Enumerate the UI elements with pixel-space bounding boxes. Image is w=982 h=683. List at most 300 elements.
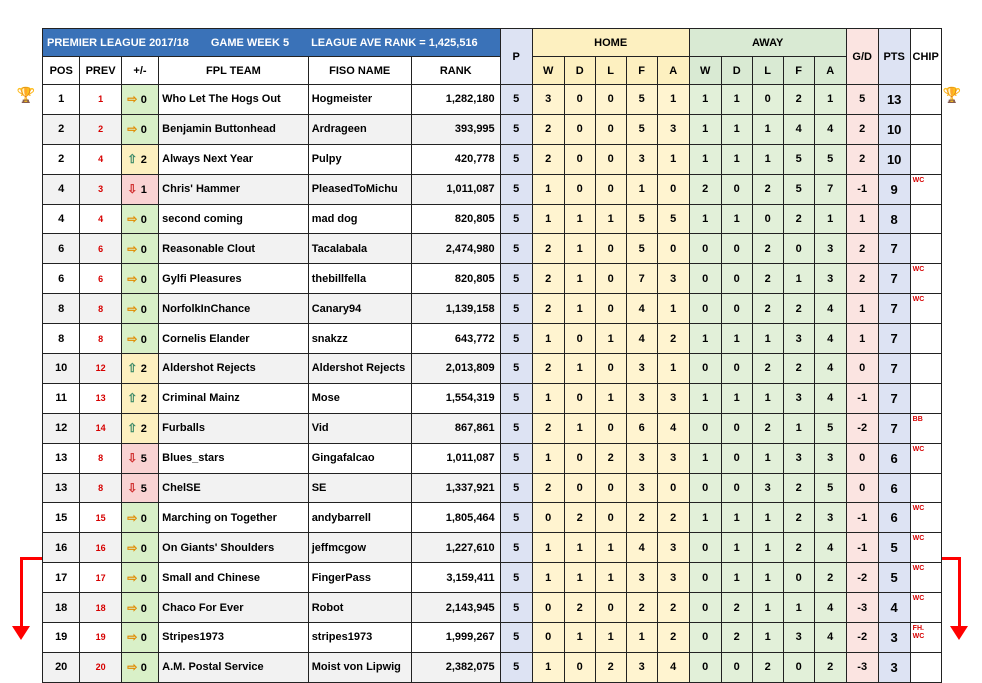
away-wins-cell: 1 xyxy=(689,85,721,115)
previous-position-cell: 3 xyxy=(80,174,121,204)
home-against-cell: 0 xyxy=(657,174,689,204)
away-draws-cell: 0 xyxy=(721,652,752,682)
home-wins-cell: 2 xyxy=(532,473,564,503)
position-cell: 6 xyxy=(43,264,80,294)
team-name-cell: Chaco For Ever xyxy=(159,593,309,623)
chip-cell: BB xyxy=(910,413,941,443)
chip-cell xyxy=(910,114,941,144)
previous-position-cell: 14 xyxy=(80,413,121,443)
away-losses-cell: 1 xyxy=(752,443,783,473)
chip-cell: WC xyxy=(910,443,941,473)
home-draws-cell: 0 xyxy=(564,174,595,204)
chip-cell xyxy=(910,473,941,503)
fiso-name-cell: PleasedToMichu xyxy=(308,174,411,204)
away-for-cell: 5 xyxy=(783,174,814,204)
right-arrow-icon: ⇨ xyxy=(127,540,138,555)
movement-cell xyxy=(121,174,158,204)
movement-value: 0 xyxy=(140,512,147,525)
home-losses-cell: 0 xyxy=(595,593,626,623)
movement-cell xyxy=(121,264,158,294)
away-against-cell: 3 xyxy=(814,264,846,294)
away-wins-cell: 0 xyxy=(689,563,721,593)
position-cell: 6 xyxy=(43,234,80,264)
home-wins-cell: 2 xyxy=(532,413,564,443)
home-against-cell: 0 xyxy=(657,473,689,503)
movement-value: 0 xyxy=(140,662,147,675)
fiso-name-cell: Gingafalcao xyxy=(308,443,411,473)
movement-value: 0 xyxy=(140,243,147,256)
away-losses-cell: 1 xyxy=(752,144,783,174)
previous-position-cell: 4 xyxy=(80,204,121,234)
away-wins-cell: 1 xyxy=(689,443,721,473)
away-against-cell: 3 xyxy=(814,503,846,533)
position-cell: 16 xyxy=(43,533,80,563)
home-draws-cell: 0 xyxy=(564,443,595,473)
away-draws-cell: 2 xyxy=(721,593,752,623)
home-for-cell: 4 xyxy=(626,294,657,324)
team-name-cell: Furballs xyxy=(159,413,309,443)
movement-value: 0 xyxy=(140,94,147,107)
played-cell: 5 xyxy=(500,473,532,503)
team-name-cell: Criminal Mainz xyxy=(159,383,309,413)
movement-cell xyxy=(121,473,158,503)
previous-position-cell: 8 xyxy=(80,443,121,473)
previous-position-cell: 20 xyxy=(80,652,121,682)
points-cell: 10 xyxy=(878,144,910,174)
up-arrow-icon: ⇧ xyxy=(127,152,138,167)
table-row xyxy=(43,204,942,234)
home-for-cell: 3 xyxy=(626,473,657,503)
home-losses-cell: 2 xyxy=(595,652,626,682)
home-losses-cell: 0 xyxy=(595,503,626,533)
away-for-cell: 0 xyxy=(783,563,814,593)
right-arrow-icon: ⇨ xyxy=(127,92,138,107)
away-losses-cell: 2 xyxy=(752,264,783,294)
home-against-cell: 2 xyxy=(657,324,689,354)
away-for-cell: 3 xyxy=(783,623,814,653)
position-header: POS xyxy=(43,57,80,85)
position-cell: 4 xyxy=(43,174,80,204)
goal-difference-cell: 5 xyxy=(846,85,878,115)
home-a-header: A xyxy=(657,57,689,85)
position-cell: 8 xyxy=(43,324,80,354)
away-losses-cell: 1 xyxy=(752,593,783,623)
home-draws-cell: 1 xyxy=(564,354,595,384)
movement-value: 2 xyxy=(140,154,147,167)
away-draws-cell: 0 xyxy=(721,413,752,443)
home-for-cell: 1 xyxy=(626,174,657,204)
played-header: P xyxy=(500,29,532,85)
trophy-icon-right: 🏆 xyxy=(942,87,962,104)
team-name-cell: Always Next Year xyxy=(159,144,309,174)
away-losses-cell: 2 xyxy=(752,234,783,264)
table-row xyxy=(43,443,942,473)
rank-cell: 3,159,411 xyxy=(411,563,500,593)
movement-cell xyxy=(121,563,158,593)
home-losses-cell: 1 xyxy=(595,623,626,653)
home-losses-cell: 1 xyxy=(595,324,626,354)
rank-cell: 1,282,180 xyxy=(411,85,500,115)
fiso-name-cell: Moist von Lipwig xyxy=(308,652,411,682)
movement-cell xyxy=(121,354,158,384)
away-against-cell: 4 xyxy=(814,324,846,354)
team-name-cell: Reasonable Clout xyxy=(159,234,309,264)
rank-cell: 2,143,945 xyxy=(411,593,500,623)
goal-difference-cell: 0 xyxy=(846,473,878,503)
table-row xyxy=(43,563,942,593)
away-f-header: F xyxy=(783,57,814,85)
away-d-header: D xyxy=(721,57,752,85)
home-losses-cell: 0 xyxy=(595,114,626,144)
fiso-name-header: FISO NAME xyxy=(308,57,411,85)
played-cell: 5 xyxy=(500,503,532,533)
played-cell: 5 xyxy=(500,204,532,234)
position-cell: 8 xyxy=(43,294,80,324)
home-d-header: D xyxy=(564,57,595,85)
points-cell: 6 xyxy=(878,503,910,533)
movement-cell xyxy=(121,533,158,563)
home-losses-cell: 0 xyxy=(595,473,626,503)
home-draws-cell: 0 xyxy=(564,473,595,503)
movement-value: 0 xyxy=(140,542,147,555)
chip-cell: WC xyxy=(910,563,941,593)
team-name-cell: Benjamin Buttonhead xyxy=(159,114,309,144)
home-draws-cell: 1 xyxy=(564,533,595,563)
right-arrow-icon: ⇨ xyxy=(127,570,138,585)
away-against-cell: 4 xyxy=(814,533,846,563)
home-wins-cell: 1 xyxy=(532,443,564,473)
away-draws-cell: 1 xyxy=(721,324,752,354)
away-losses-cell: 0 xyxy=(752,85,783,115)
away-for-cell: 3 xyxy=(783,383,814,413)
away-for-cell: 2 xyxy=(783,294,814,324)
home-draws-cell: 1 xyxy=(564,413,595,443)
gameweek-label: GAME WEEK 5 xyxy=(210,36,290,49)
movement-cell xyxy=(121,623,158,653)
away-wins-cell: 1 xyxy=(689,503,721,533)
away-for-cell: 2 xyxy=(783,503,814,533)
relegation-down-arrow-icon-right xyxy=(950,626,968,640)
movement-value: 2 xyxy=(140,423,147,436)
home-draws-cell: 1 xyxy=(564,563,595,593)
home-wins-cell: 1 xyxy=(532,533,564,563)
home-against-cell: 4 xyxy=(657,652,689,682)
previous-position-cell: 17 xyxy=(80,563,121,593)
chip-cell: WC xyxy=(910,593,941,623)
table-row xyxy=(43,85,942,115)
fiso-name-cell: FingerPass xyxy=(308,563,411,593)
away-draws-cell: 1 xyxy=(721,383,752,413)
home-draws-cell: 1 xyxy=(564,623,595,653)
rank-cell: 867,861 xyxy=(411,413,500,443)
team-name-cell: Aldershot Rejects xyxy=(159,354,309,384)
away-for-cell: 0 xyxy=(783,234,814,264)
goal-difference-cell: 1 xyxy=(846,294,878,324)
up-arrow-icon: ⇧ xyxy=(127,421,138,436)
trophy-icon-left: 🏆 xyxy=(16,87,36,104)
movement-cell xyxy=(121,652,158,682)
movement-value: 0 xyxy=(140,303,147,316)
home-against-cell: 3 xyxy=(657,443,689,473)
chip-cell xyxy=(910,144,941,174)
home-for-cell: 1 xyxy=(626,623,657,653)
fiso-name-cell: Mose xyxy=(308,383,411,413)
fiso-name-cell: Ardrageen xyxy=(308,114,411,144)
goal-difference-cell: -1 xyxy=(846,533,878,563)
league-table xyxy=(42,28,942,683)
previous-position-cell: 8 xyxy=(80,294,121,324)
home-draws-cell: 1 xyxy=(564,294,595,324)
position-cell: 2 xyxy=(43,114,80,144)
fpl-team-header: FPL TEAM xyxy=(159,57,309,85)
chip-cell: FH. WC xyxy=(910,623,941,653)
away-losses-cell: 2 xyxy=(752,294,783,324)
fiso-name-cell: Tacalabala xyxy=(308,234,411,264)
points-cell: 5 xyxy=(878,533,910,563)
away-against-cell: 5 xyxy=(814,144,846,174)
played-cell: 5 xyxy=(500,652,532,682)
home-losses-cell: 0 xyxy=(595,294,626,324)
points-cell: 7 xyxy=(878,383,910,413)
away-against-cell: 3 xyxy=(814,443,846,473)
home-against-cell: 4 xyxy=(657,413,689,443)
movement-value: 0 xyxy=(140,602,147,615)
away-l-header: L xyxy=(752,57,783,85)
home-draws-cell: 1 xyxy=(564,204,595,234)
rank-cell: 2,474,980 xyxy=(411,234,500,264)
home-losses-cell: 0 xyxy=(595,354,626,384)
rank-cell: 820,805 xyxy=(411,204,500,234)
position-cell: 4 xyxy=(43,204,80,234)
table-row xyxy=(43,413,942,443)
goal-difference-cell: -1 xyxy=(846,174,878,204)
position-cell: 18 xyxy=(43,593,80,623)
home-for-cell: 6 xyxy=(626,413,657,443)
away-draws-cell: 1 xyxy=(721,85,752,115)
fiso-name-cell: Pulpy xyxy=(308,144,411,174)
away-against-cell: 5 xyxy=(814,473,846,503)
away-draws-cell: 0 xyxy=(721,354,752,384)
away-for-cell: 3 xyxy=(783,443,814,473)
home-wins-cell: 2 xyxy=(532,144,564,174)
home-for-cell: 5 xyxy=(626,204,657,234)
home-draws-cell: 2 xyxy=(564,593,595,623)
home-losses-cell: 0 xyxy=(595,85,626,115)
home-for-cell: 3 xyxy=(626,563,657,593)
previous-position-cell: 12 xyxy=(80,354,121,384)
rank-cell: 1,011,087 xyxy=(411,443,500,473)
away-a-header: A xyxy=(814,57,846,85)
goal-difference-cell: 1 xyxy=(846,324,878,354)
away-wins-cell: 0 xyxy=(689,473,721,503)
down-arrow-icon: ⇩ xyxy=(127,451,138,466)
home-against-cell: 1 xyxy=(657,85,689,115)
home-against-cell: 1 xyxy=(657,144,689,174)
team-name-cell: Blues_stars xyxy=(159,443,309,473)
movement-cell xyxy=(121,503,158,533)
away-losses-cell: 1 xyxy=(752,623,783,653)
movement-value: 0 xyxy=(140,632,147,645)
league-average-rank: LEAGUE AVE RANK = 1,425,516 xyxy=(311,36,478,49)
away-losses-cell: 1 xyxy=(752,114,783,144)
away-wins-cell: 1 xyxy=(689,204,721,234)
movement-cell xyxy=(121,324,158,354)
played-cell: 5 xyxy=(500,114,532,144)
home-for-cell: 3 xyxy=(626,652,657,682)
table-row xyxy=(43,354,942,384)
away-draws-cell: 0 xyxy=(721,174,752,204)
table-row xyxy=(43,294,942,324)
home-for-cell: 5 xyxy=(626,114,657,144)
away-for-cell: 3 xyxy=(783,324,814,354)
away-wins-cell: 0 xyxy=(689,623,721,653)
right-arrow-icon: ⇨ xyxy=(127,600,138,615)
table-row xyxy=(43,623,942,653)
right-arrow-icon: ⇨ xyxy=(127,271,138,286)
played-cell: 5 xyxy=(500,354,532,384)
home-for-cell: 4 xyxy=(626,324,657,354)
goal-difference-cell: 2 xyxy=(846,144,878,174)
movement-cell xyxy=(121,383,158,413)
team-name-cell: On Giants' Shoulders xyxy=(159,533,309,563)
goal-difference-cell: -3 xyxy=(846,652,878,682)
team-name-cell: ChelSE xyxy=(159,473,309,503)
team-name-cell: Small and Chinese xyxy=(159,563,309,593)
team-name-cell: Who Let The Hogs Out xyxy=(159,85,309,115)
home-wins-cell: 3 xyxy=(532,85,564,115)
rank-cell: 1,139,158 xyxy=(411,294,500,324)
down-arrow-icon: ⇩ xyxy=(127,481,138,496)
away-draws-cell: 2 xyxy=(721,623,752,653)
position-cell: 17 xyxy=(43,563,80,593)
rank-cell: 1,999,267 xyxy=(411,623,500,653)
movement-value: 2 xyxy=(140,393,147,406)
away-draws-cell: 1 xyxy=(721,503,752,533)
away-header: AWAY xyxy=(689,29,846,57)
away-for-cell: 4 xyxy=(783,114,814,144)
movement-cell xyxy=(121,413,158,443)
away-draws-cell: 0 xyxy=(721,473,752,503)
home-draws-cell: 1 xyxy=(564,234,595,264)
goal-difference-cell: -1 xyxy=(846,383,878,413)
away-wins-cell: 0 xyxy=(689,652,721,682)
home-losses-cell: 1 xyxy=(595,563,626,593)
away-losses-cell: 1 xyxy=(752,533,783,563)
played-cell: 5 xyxy=(500,383,532,413)
home-for-cell: 3 xyxy=(626,443,657,473)
movement-cell xyxy=(121,144,158,174)
away-against-cell: 4 xyxy=(814,593,846,623)
team-name-cell: A.M. Postal Service xyxy=(159,652,309,682)
chip-cell xyxy=(910,324,941,354)
away-losses-cell: 1 xyxy=(752,383,783,413)
home-wins-cell: 1 xyxy=(532,204,564,234)
fiso-name-cell: thebillfella xyxy=(308,264,411,294)
chip-cell: WC xyxy=(910,294,941,324)
home-draws-cell: 0 xyxy=(564,85,595,115)
home-for-cell: 2 xyxy=(626,593,657,623)
team-name-cell: Cornelis Elander xyxy=(159,324,309,354)
home-losses-cell: 1 xyxy=(595,383,626,413)
played-cell: 5 xyxy=(500,593,532,623)
away-for-cell: 2 xyxy=(783,533,814,563)
home-draws-cell: 0 xyxy=(564,324,595,354)
away-against-cell: 2 xyxy=(814,652,846,682)
movement-header: +/- xyxy=(121,57,158,85)
movement-cell xyxy=(121,294,158,324)
away-against-cell: 1 xyxy=(814,85,846,115)
team-name-cell: Stripes1973 xyxy=(159,623,309,653)
chip-cell xyxy=(910,204,941,234)
home-against-cell: 5 xyxy=(657,204,689,234)
home-losses-cell: 1 xyxy=(595,204,626,234)
position-cell: 19 xyxy=(43,623,80,653)
right-arrow-icon: ⇨ xyxy=(127,510,138,525)
previous-position-cell: 6 xyxy=(80,264,121,294)
position-cell: 12 xyxy=(43,413,80,443)
goal-difference-cell: 0 xyxy=(846,354,878,384)
home-draws-cell: 0 xyxy=(564,652,595,682)
team-name-cell: Chris' Hammer xyxy=(159,174,309,204)
movement-value: 5 xyxy=(140,453,147,466)
home-for-cell: 7 xyxy=(626,264,657,294)
away-against-cell: 4 xyxy=(814,383,846,413)
home-for-cell: 5 xyxy=(626,85,657,115)
away-wins-cell: 2 xyxy=(689,174,721,204)
away-for-cell: 1 xyxy=(783,413,814,443)
played-cell: 5 xyxy=(500,174,532,204)
rank-cell: 1,227,610 xyxy=(411,533,500,563)
rank-cell: 2,013,809 xyxy=(411,354,500,384)
played-cell: 5 xyxy=(500,563,532,593)
relegation-bracket-left-top xyxy=(20,557,43,560)
chip-cell: WC xyxy=(910,264,941,294)
table-row xyxy=(43,234,942,264)
away-against-cell: 1 xyxy=(814,204,846,234)
played-cell: 5 xyxy=(500,623,532,653)
home-against-cell: 2 xyxy=(657,503,689,533)
points-cell: 6 xyxy=(878,473,910,503)
goal-difference-cell: -1 xyxy=(846,503,878,533)
table-row xyxy=(43,144,942,174)
rank-cell: 420,778 xyxy=(411,144,500,174)
played-cell: 5 xyxy=(500,443,532,473)
chip-cell: WC xyxy=(910,174,941,204)
fiso-name-cell: Robot xyxy=(308,593,411,623)
home-draws-cell: 0 xyxy=(564,144,595,174)
home-draws-cell: 0 xyxy=(564,114,595,144)
played-cell: 5 xyxy=(500,264,532,294)
position-cell: 13 xyxy=(43,443,80,473)
rank-cell: 393,995 xyxy=(411,114,500,144)
home-against-cell: 3 xyxy=(657,383,689,413)
away-for-cell: 2 xyxy=(783,85,814,115)
chip-cell xyxy=(910,85,941,115)
goal-difference-cell: 2 xyxy=(846,234,878,264)
movement-value: 1 xyxy=(140,184,147,197)
away-draws-cell: 1 xyxy=(721,114,752,144)
points-cell: 10 xyxy=(878,114,910,144)
away-losses-cell: 1 xyxy=(752,563,783,593)
up-arrow-icon: ⇧ xyxy=(127,391,138,406)
home-for-cell: 3 xyxy=(626,383,657,413)
away-wins-cell: 1 xyxy=(689,324,721,354)
rank-cell: 1,805,464 xyxy=(411,503,500,533)
away-wins-cell: 0 xyxy=(689,264,721,294)
played-cell: 5 xyxy=(500,144,532,174)
home-against-cell: 3 xyxy=(657,114,689,144)
points-cell: 5 xyxy=(878,563,910,593)
